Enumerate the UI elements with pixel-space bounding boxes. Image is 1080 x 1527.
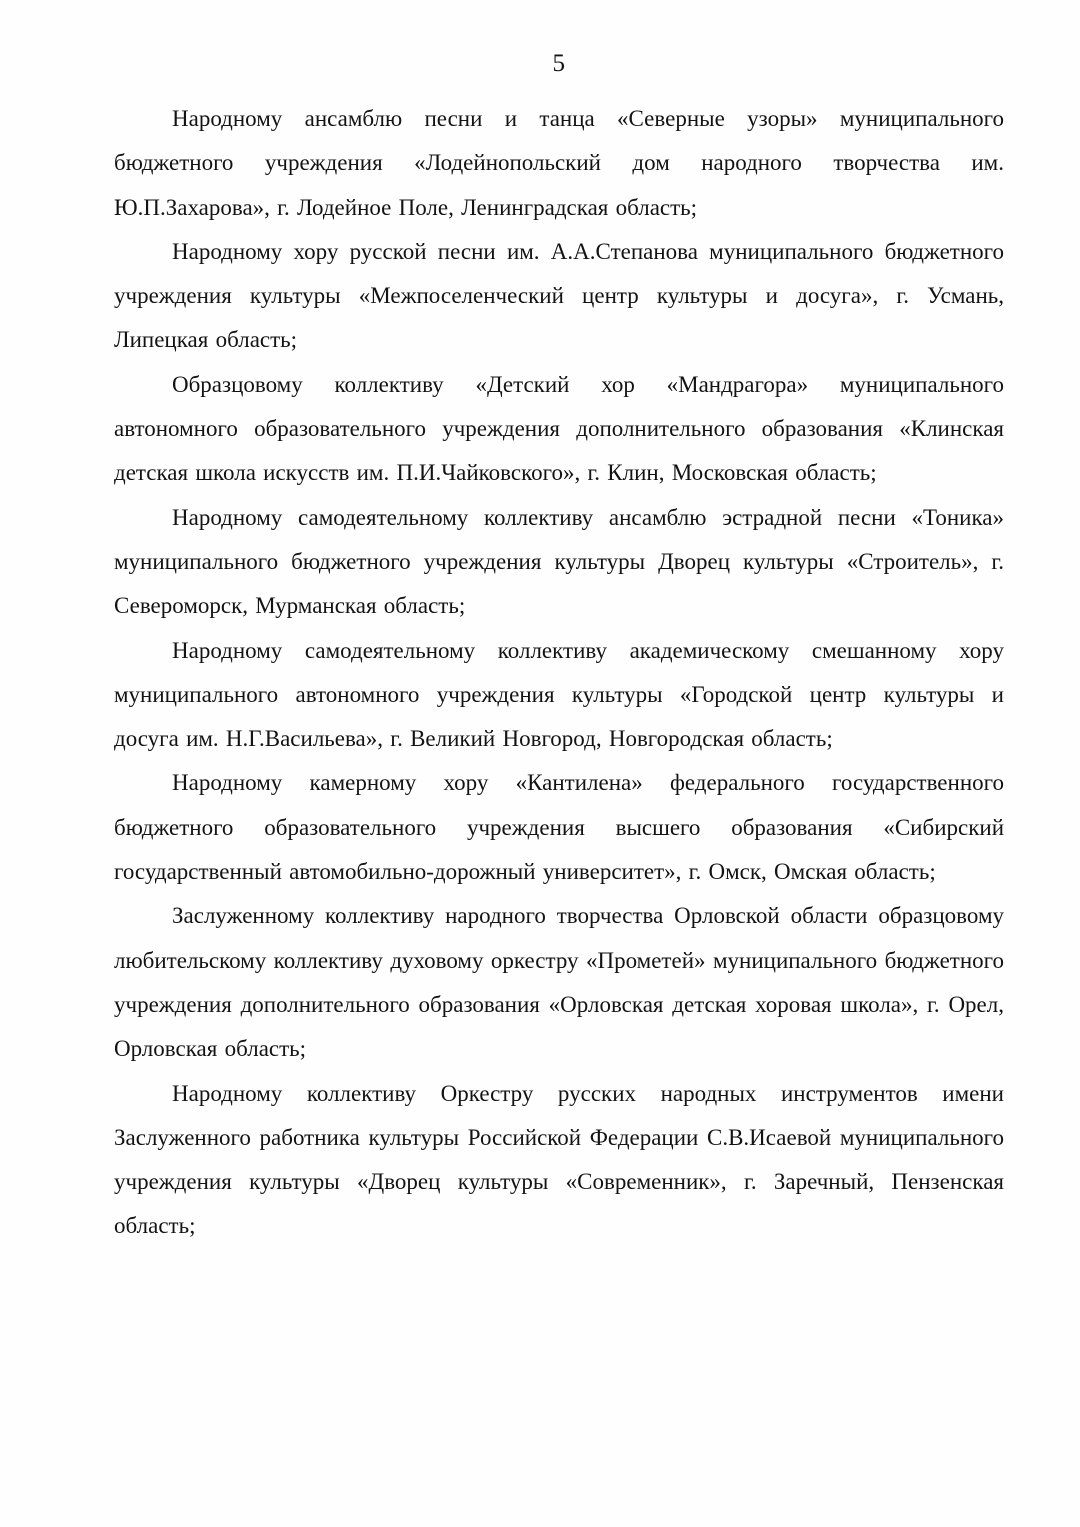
page-number: 5 [552,50,566,77]
paragraph-award-tonika-ensemble: Народному самодеятельному коллективу ансамблю эстрадной песни «Тоника» муниципального бюджетного учреждения культуры Дворец культуры «Строитель», г. Североморск, Мурманская область; [114,504,1004,619]
paragraph-award-kantilena-choir: Народному камерному хору «Кантилена» федерального государственного бюджетного образовательного учреждения высшего образования «Сибирский государственный автомобильно-дорожный университет», г. Омск, Омская область; [114,770,1004,885]
paragraph-award-stepanov-choir: Народному хору русской песни им. А.А.Степанова муниципального бюджетного учреждения культуры «Межпоселенческий центр культуры и досуга», г. Усмань, Липецкая область; [114,238,1004,353]
paragraph-award-mandragora-choir: Образцовому коллективу «Детский хор «Мандрагора» муниципального автономного образовательного учреждения дополнительного образования «Клинская детская школа искусств им. П.И.Чайковского», г. Клин, Московская область; [114,371,1004,486]
paragraph-award-isaeva-orchestra: Народному коллективу Оркестру русских народных инструментов имени Заслуженного работника культуры Российской Федерации С.В.Исаевой муниципального учреждения культуры «Дворец культуры «Современник», г. Заречный, Пензенская область; [114,1080,1004,1239]
document-body [114,97,1004,1249]
paragraph-award-prometey-orchestra: Заслуженному коллективу народного творчества Орловской области образцовому любительскому коллективу духовому оркестру «Прометей» муниципального бюджетного учреждения дополнительного образования «Орловская детская хоровая школа», г. Орел, Орловская область; [114,903,1004,1062]
paragraph-award-novgorod-choir: Народному самодеятельному коллективу академическому смешанному хору муниципального автономного учреждения культуры «Городской центр культуры и досуга им. Н.Г.Васильева», г. Великий Новгород, Новгородская область; [114,637,1004,752]
paragraph-award-severnye-uzory: Народному ансамблю песни и танца «Северные узоры» муниципального бюджетного учреждения «Лодейнопольский дом народного творчества им. Ю.П.Захарова», г. Лодейное Поле, Ленинградская область; [114,106,1004,220]
